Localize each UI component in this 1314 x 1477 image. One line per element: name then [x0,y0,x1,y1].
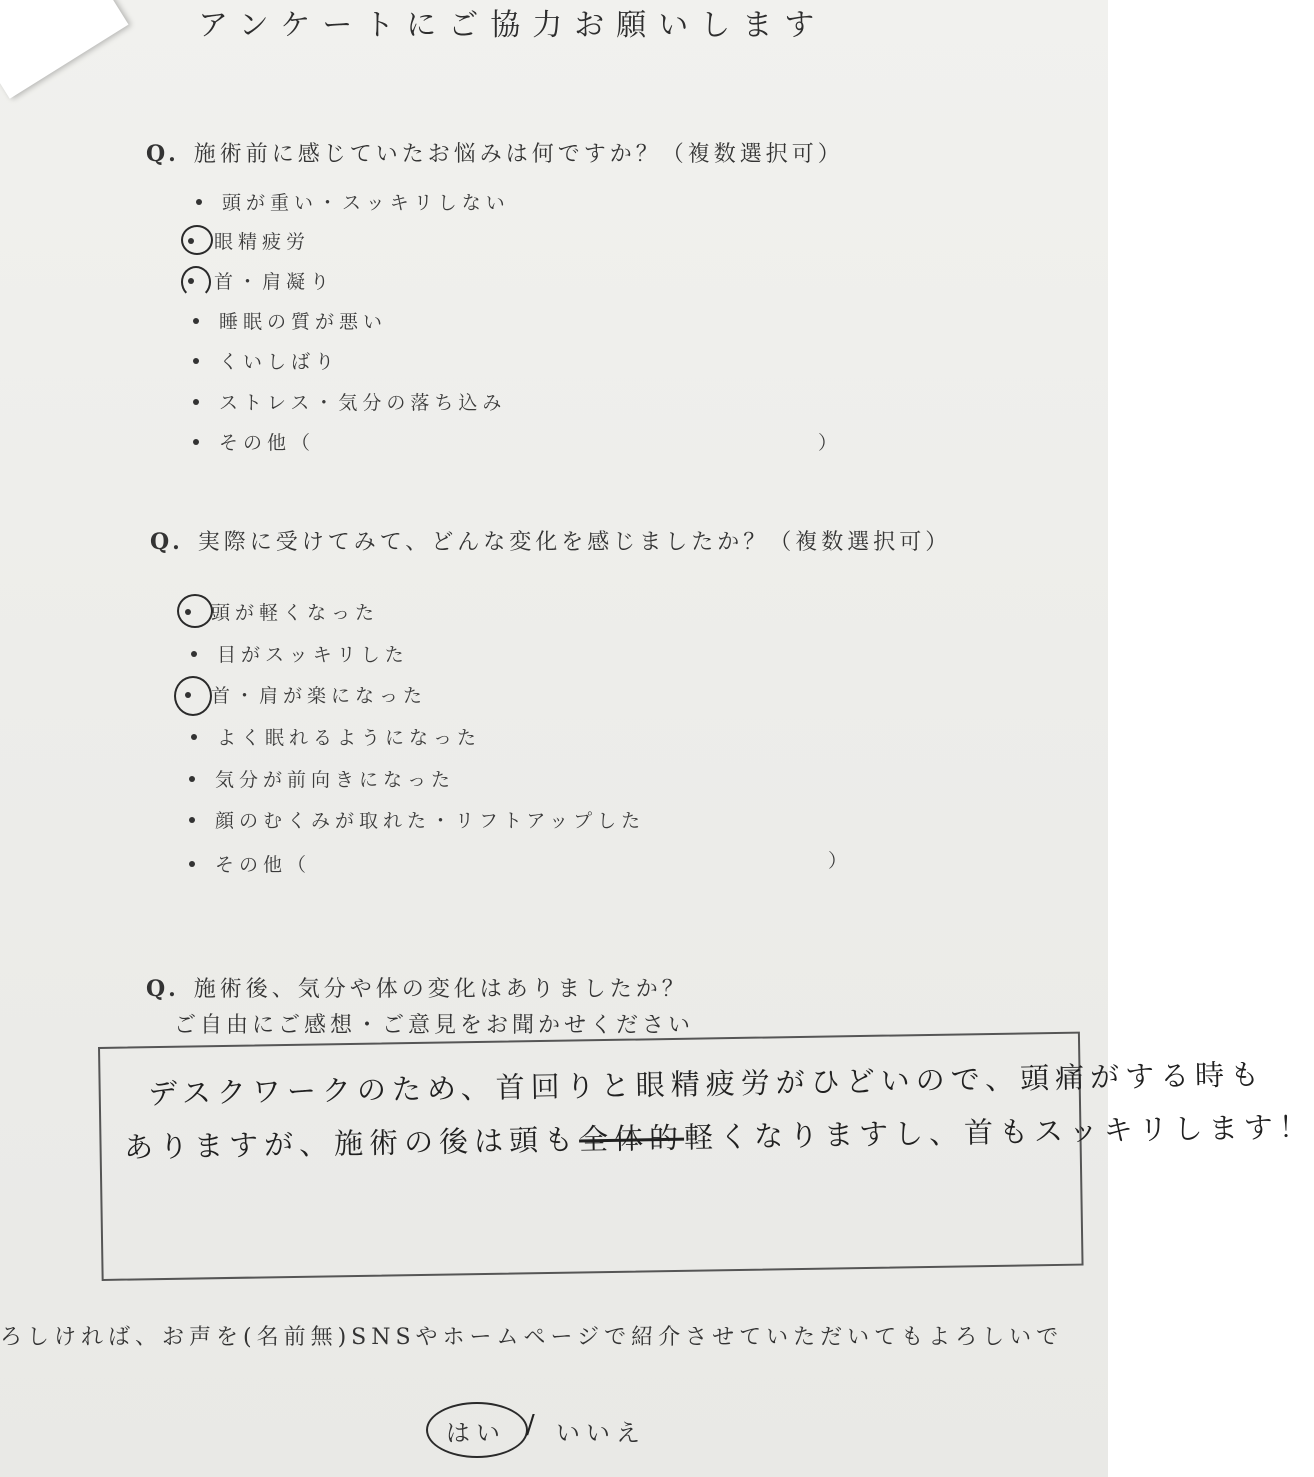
question-2-marker: Q. [150,529,184,555]
option-label: 眼精疲労 [214,231,311,253]
q2-other-close-paren: ） [828,850,853,872]
q1-option-other[interactable] [193,428,315,455]
q1-option-1[interactable] [196,188,510,215]
question-2-text: 実際に受けてみて、どんな変化を感じましたか？（複数選択可） [197,530,952,555]
option-label: 睡眠の質が悪い [219,311,388,333]
bullet-icon [191,734,197,740]
question-2 [150,525,951,556]
bullet-icon [193,358,199,364]
option-label: その他（ [215,854,312,876]
survey-title: アンケートにご協力お願いします [198,8,827,43]
struck-out-text: 全体的 [578,1120,685,1157]
question-3-marker: Q. [146,976,180,1002]
bullet-icon [189,861,195,867]
option-label: ストレス・気分の落ち込み [219,392,507,414]
q2-option-1[interactable] [185,598,379,625]
handwritten-answer-line-1: デスクワークのため、首回りと眼精疲労がひどいので、頭痛がする時も [147,1057,1266,1111]
question-1-marker: Q. [146,141,180,167]
consent-yes-option[interactable]: はい [446,1419,506,1447]
bullet-icon [189,817,195,823]
answer-text: ありますが、施術の後は頭も [123,1122,580,1165]
option-label: 首・肩凝り [214,271,335,293]
q2-option-4[interactable] [191,723,481,750]
option-label: 気分が前向きになった [215,769,456,791]
q1-option-2-selected-circle [181,225,213,255]
option-label: 目がスッキリした [217,644,409,666]
q1-option-5[interactable] [193,347,339,374]
q2-option-6[interactable] [189,806,645,833]
option-label: 顔のむくみが取れた・リフトアップした [215,810,646,832]
question-3-text: 施術後、気分や体の変化はありましたか？ [193,977,688,1002]
q2-option-1-selected-circle [177,594,213,628]
q1-option-6[interactable] [193,388,506,415]
consent-question: ろしければ、お声を(名前無)SNSやホームページで紹介させていただいてもよろしいで [0,1325,1064,1350]
question-3-subtext: ご自由にご感想・ご意見をお聞かせください [174,1013,695,1038]
q1-option-3-selected-circle [181,266,211,298]
bullet-icon [191,651,197,657]
bullet-icon [193,439,199,445]
q2-option-other[interactable] [189,850,311,877]
bullet-icon [193,318,199,324]
paper-curl [0,0,129,99]
bullet-icon [193,399,199,405]
q2-option-5[interactable] [189,765,455,792]
consent-separator: / [526,1410,535,1440]
consent-yes-selected-circle [426,1402,528,1458]
option-label: 頭が軽くなった [211,602,380,624]
option-label: その他（ [219,432,316,454]
consent-no-option[interactable]: いいえ [556,1419,646,1447]
option-label: 頭が重い・スッキリしない [222,192,510,214]
option-label: よく眠れるようになった [217,727,482,749]
option-label: くいしばり [219,351,340,373]
q1-other-close-paren: ） [818,432,843,454]
question-1 [146,137,844,168]
q2-option-3[interactable] [185,681,427,708]
question-3 [146,972,688,1003]
bullet-icon [189,776,195,782]
option-label: 首・肩が楽になった [211,685,428,707]
bullet-icon [196,199,202,205]
question-1-text: 施術前に感じていたお悩みは何ですか？（複数選択可） [193,142,844,167]
answer-text: 軽くなりますし、首もスッキリします！ [683,1109,1314,1155]
q2-option-2[interactable] [191,640,409,667]
q1-option-4[interactable] [193,307,387,334]
q2-option-3-selected-circle [174,676,212,716]
